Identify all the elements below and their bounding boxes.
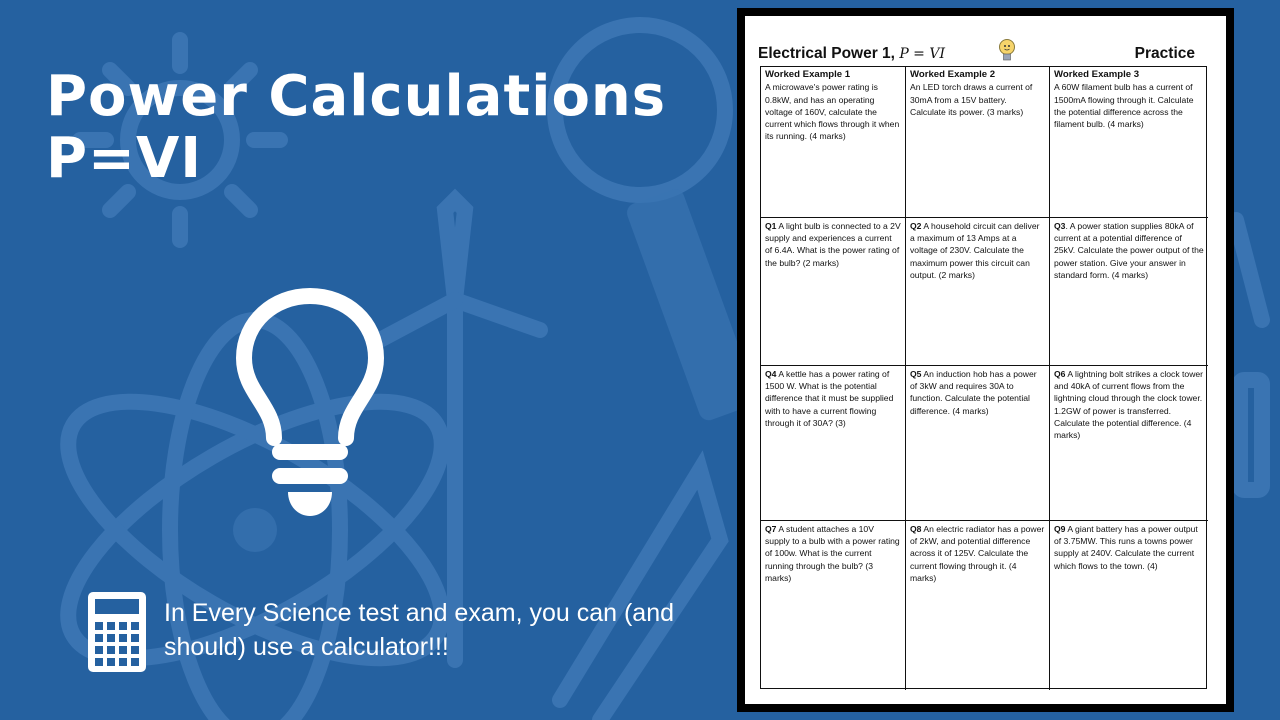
- cell-text: An LED torch draws a current of 30mA from a 15V battery. Calculate its power. (3 marks): [910, 82, 1033, 117]
- cell-text: A kettle has a power rating of 1500 W. What is the potential difference that it must be supplied with to have a current flowing through it of 30A? (3): [765, 369, 894, 428]
- cell-text: A 60W filament bulb has a current of 1500mA flowing through it. Calculate the potential difference across the filament bulb. (4 marks): [1054, 82, 1194, 130]
- cell-label: Q7: [765, 524, 777, 534]
- cell-label: Q4: [765, 369, 777, 379]
- question-5-cell: [906, 366, 1050, 521]
- question-9-cell: [1050, 521, 1208, 690]
- question-2-cell: [906, 218, 1050, 366]
- slide-title-line2: P=VI: [46, 126, 203, 191]
- cell-text: An induction hob has a power of 3kW and requires 30A to function. Calculate the potential difference. (4 marks): [910, 369, 1037, 416]
- small-lightbulb-icon: [997, 38, 1017, 64]
- calculator-icon: [88, 592, 146, 672]
- cell-text: A lightning bolt strikes a clock tower and 40kA of current flows from the lightning cloud through the clock tower. 1.2GW of power is transferred. Calculate the potential difference. (4 marks): [1054, 369, 1204, 441]
- cell-label: Q1: [765, 221, 777, 231]
- cell-text: A student attaches a 10V supply to a bulb with a power rating of 100w. What is the current running through the bulb? (3 marks): [765, 524, 900, 583]
- question-grid: [760, 66, 1207, 689]
- cell-label: Q9: [1054, 524, 1066, 534]
- slide-title-line1: Power Calculations: [46, 64, 667, 129]
- calculator-note: In Every Science test and exam, you can (and should) use a calculator!!!: [164, 599, 674, 661]
- worked-example-1-cell: [761, 67, 906, 218]
- worksheet-title: [758, 45, 945, 63]
- worksheet-practice-label: Practice: [1134, 45, 1195, 62]
- cell-label: Worked Example 1: [765, 69, 851, 80]
- question-4-cell: [761, 366, 906, 521]
- worked-example-3-cell: [1050, 67, 1208, 218]
- question-1-cell: [761, 218, 906, 366]
- question-6-cell: [1050, 366, 1208, 521]
- cell-label: Q8: [910, 524, 922, 534]
- worksheet-equation: P = VI: [899, 46, 946, 62]
- cell-text: A household circuit can deliver a maximum of 13 Amps at a voltage of 230V. Calculate the maximum power this circuit can output. (2 marks): [910, 221, 1040, 280]
- worksheet: [745, 16, 1226, 704]
- cell-label: Worked Example 2: [910, 69, 996, 80]
- cell-label: Q2: [910, 221, 922, 231]
- lightbulb-icon: [230, 288, 390, 524]
- cell-label: Q5: [910, 369, 922, 379]
- worksheet-title-text: Electrical Power 1,: [758, 45, 895, 62]
- cell-text: . A power station supplies 80kA of current at a potential difference of 25kV. Calculate the power output of the power station. Give your answer in standard form. (4 marks): [1054, 221, 1204, 280]
- cell-text: A light bulb is connected to a 2V supply and experiences a current of 6.4A. What is the power rating of the bulb? (2 marks): [765, 221, 901, 268]
- cell-text: A giant battery has a power output of 3.75MW. This runs a towns power supply at 240V. Calculate the current which flows to the town. (4): [1054, 524, 1198, 571]
- question-3-cell: [1050, 218, 1208, 366]
- cell-text: An electric radiator has a power of 2kW, and potential difference across it of 125V. Calculate the current flowing through it. (4 marks): [910, 524, 1045, 583]
- slide-title: [46, 66, 666, 190]
- question-8-cell: [906, 521, 1050, 690]
- worked-example-2-cell: [906, 67, 1050, 218]
- cell-text: A microwave's power rating is 0.8kW, and has an operating voltage of 160V, calculate the current which flows through it when its running. (4 marks): [765, 82, 900, 142]
- cell-label: Q3: [1054, 221, 1066, 231]
- cell-label: Q6: [1054, 369, 1066, 379]
- worksheet-frame: [737, 8, 1234, 712]
- question-7-cell: [761, 521, 906, 690]
- cell-label: Worked Example 3: [1054, 69, 1140, 80]
